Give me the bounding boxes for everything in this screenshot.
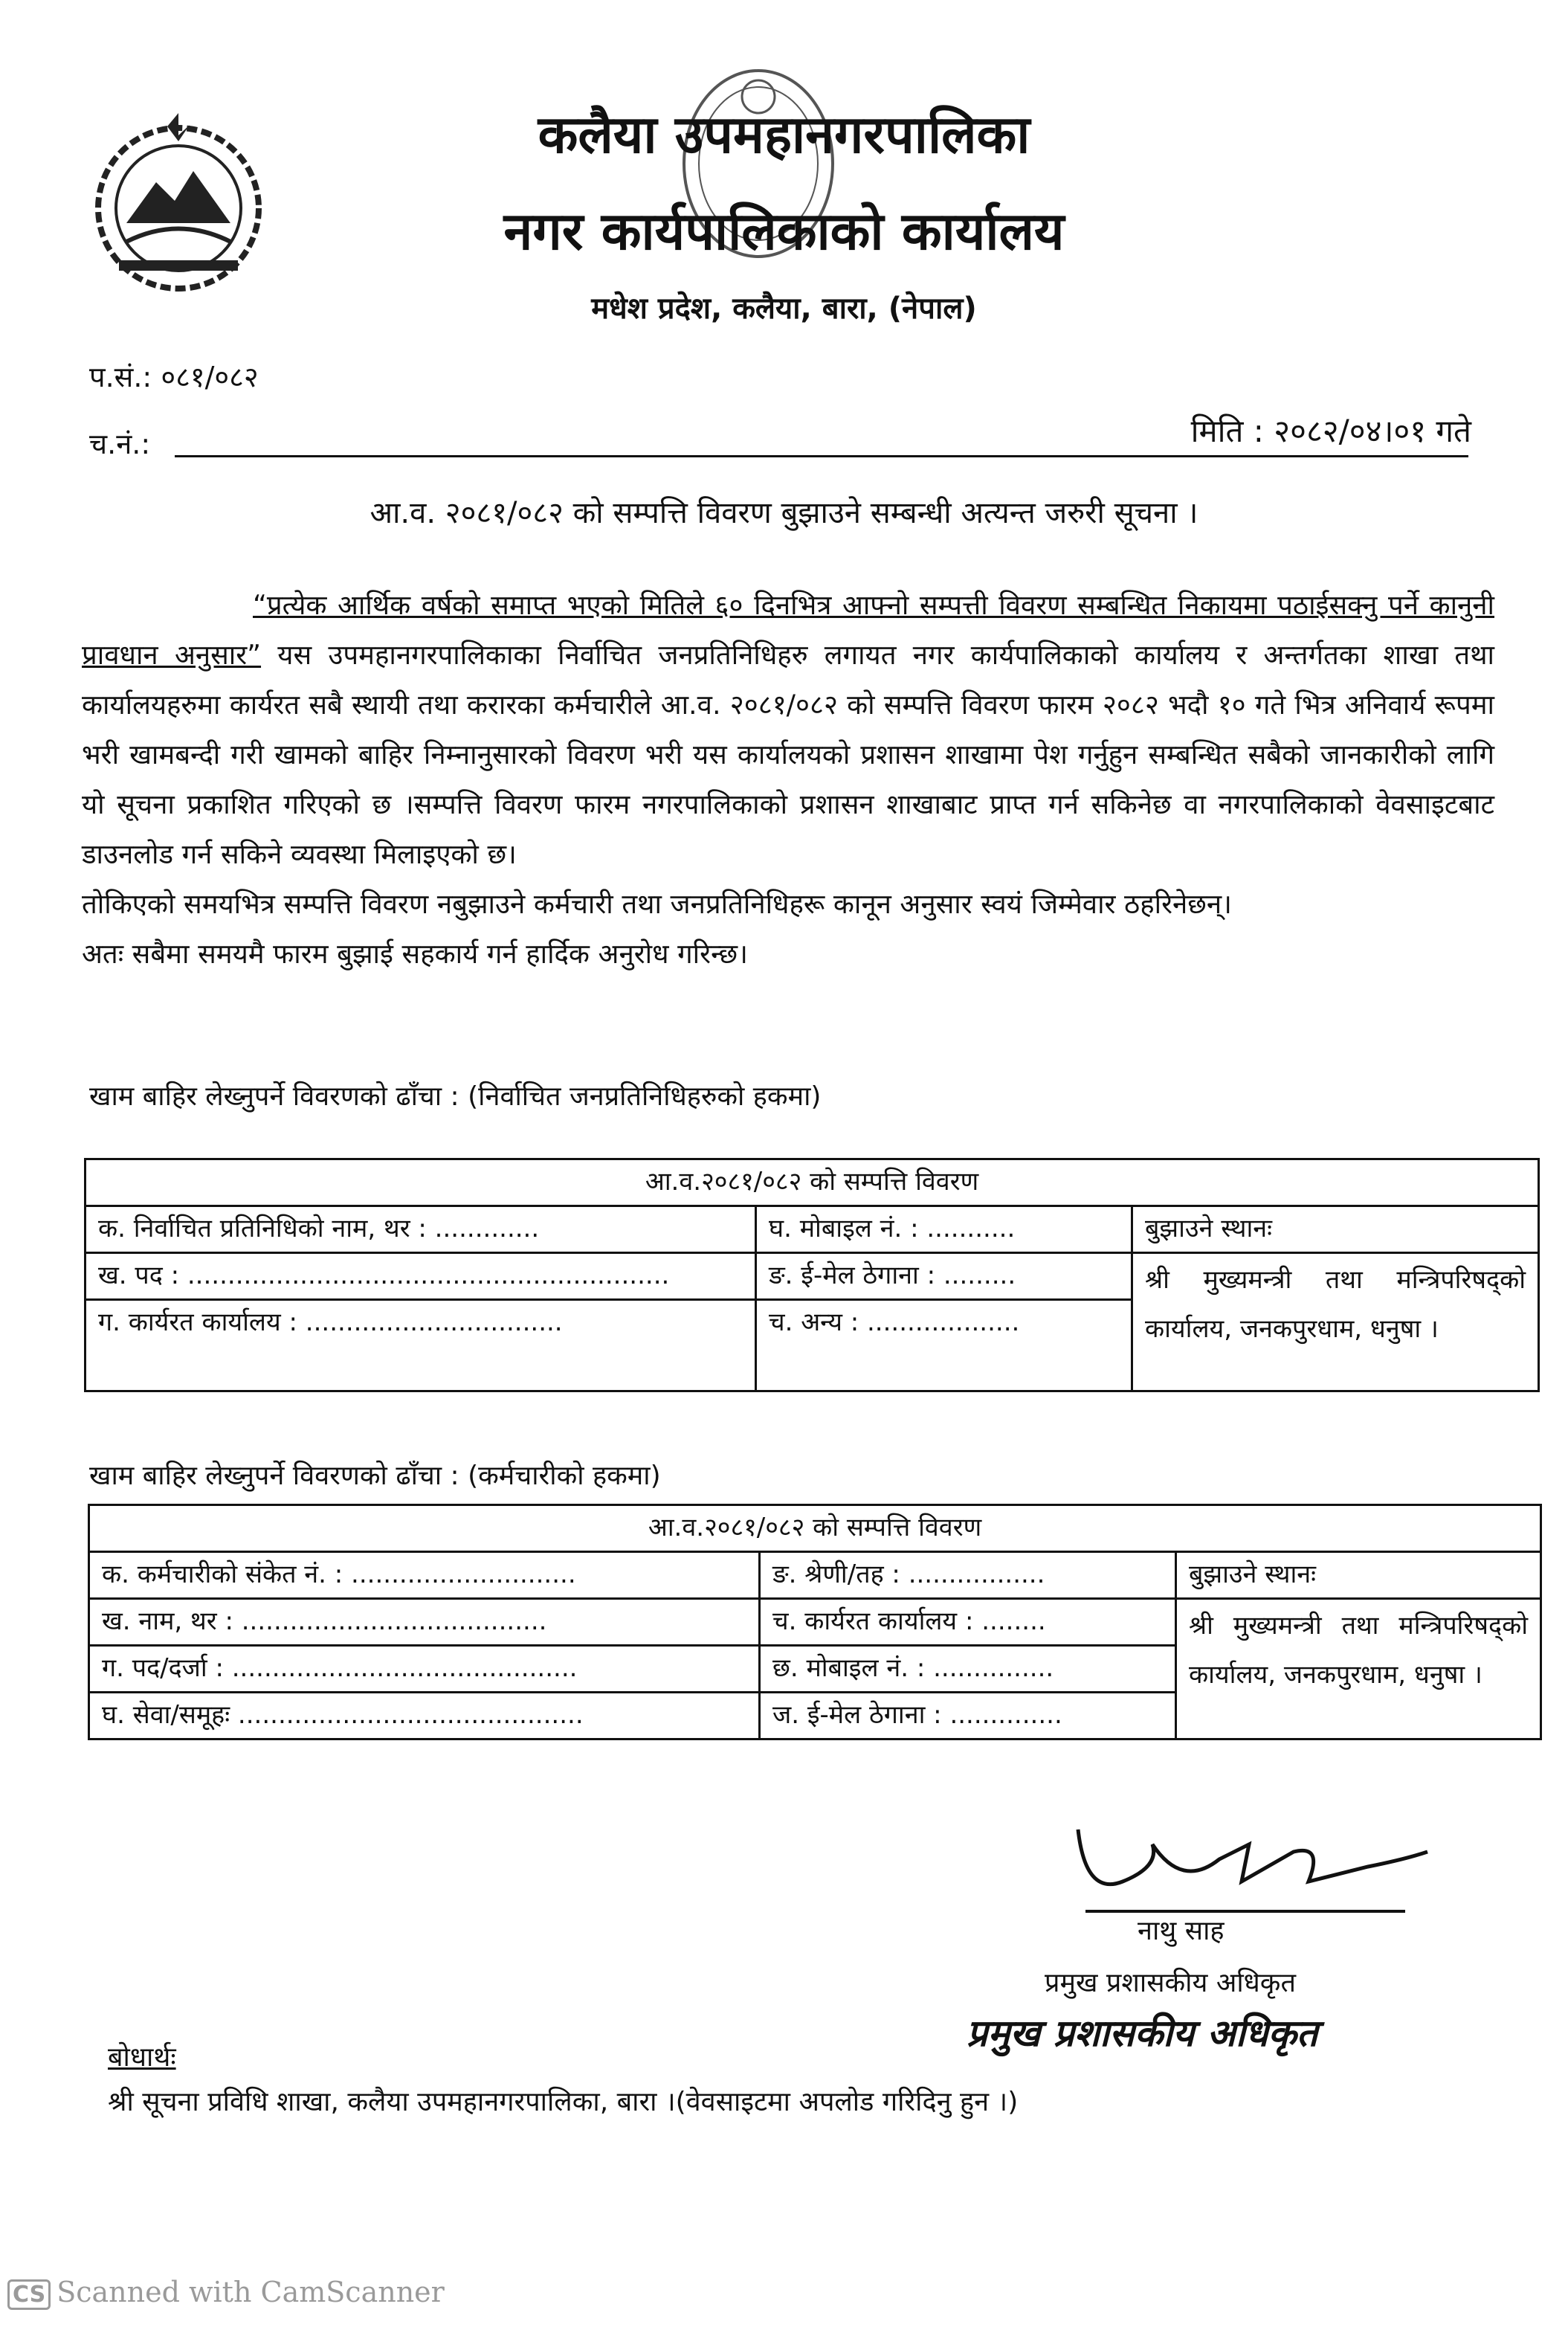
destination-label: बुझाउने स्थानः (1176, 1552, 1541, 1599)
designation-stamp: प्रमुख प्रशासकीय अधिकृत (967, 2012, 1318, 2055)
field-grade-level: ङ. श्रेणी/तह : ................. (760, 1552, 1176, 1599)
field-office: ग. कार्यरत कार्यालय : ................................ (86, 1300, 756, 1391)
field-representative-name: क. निर्वाचित प्रतिनिधिको नाम, थर : ............. (86, 1206, 756, 1253)
letter-number (89, 357, 259, 396)
field-mobile: छ. मोबाइल नं. : ............... (760, 1646, 1176, 1693)
envelope-template-employees (88, 1504, 1542, 1740)
dispatch-line (175, 455, 1468, 457)
template-title: आ.व.२०८१/०८२ को सम्पत्ति विवरण (86, 1159, 1539, 1206)
office-address: मधेश प्रदेश, कलैया, बारा, (नेपाल) (591, 292, 977, 326)
destination-address: श्री मुख्यमन्त्री तथा मन्त्रिपरिषद्को कार्यालय, जनकपुरधाम, धनुषा । (1132, 1253, 1539, 1391)
scanner-text: Scanned with CamScanner (57, 2276, 445, 2308)
field-name: ख. नाम, थर : ...................................... (89, 1599, 760, 1646)
field-post: ख. पद : ............................................................ (86, 1253, 756, 1300)
body-paragraph-1 (82, 580, 1494, 879)
body-paragraph-2: तोकिएको समयभित्र सम्पत्ति विवरण नबुझाउने कर्मचारी तथा जनप्रतिनिधिहरू कानून अनुसार स्वयं जिम्मेवार ठहरिनेछन्। (82, 888, 1232, 920)
dispatch-number-label: च.नं.: (89, 428, 151, 460)
envelope-template-representatives (84, 1158, 1540, 1392)
letter-number-label: प.सं.: (89, 361, 152, 393)
template-caption-employees: खाम बाहिर लेख्नुपर्ने विवरणको ढाँचा : (कर्मचारीको हकमा) (89, 1461, 661, 1491)
field-employee-code: क. कर्मचारीको संकेत नं. : ............................ (89, 1552, 760, 1599)
template-title: आ.व.२०८१/०८२ को सम्पत्ति विवरण (89, 1505, 1541, 1552)
signatory-designation: प्रमुख प्रशासकीय अधिकृत (1045, 1968, 1296, 1998)
field-service-group: घ. सेवा/समूहः ........................................... (89, 1693, 760, 1739)
camscanner-logo-icon: CS (7, 2279, 51, 2310)
field-other: च. अन्य : ................... (756, 1300, 1132, 1391)
destination-label: बुझाउने स्थानः (1132, 1206, 1539, 1253)
letter-number-value: ०८१/०८२ (161, 361, 259, 393)
field-post-rank: ग. पद/दर्जा : ........................................... (89, 1646, 760, 1693)
handwritten-signature (1056, 1800, 1442, 1919)
template-caption-representatives: खाम बाहिर लेख्नुपर्ने विवरणको ढाँचा : (निर्वाचित जनप्रतिनिधिहरुको हकमा) (89, 1081, 822, 1112)
signatory-name: नाथु साह (1138, 1916, 1225, 1946)
destination-address: श्री मुख्यमन्त्री तथा मन्त्रिपरिषद्को कार्यालय, जनकपुरधाम, धनुषा । (1176, 1599, 1541, 1739)
body-paragraph-3: अतः सबैमा समयमै फारम बुझाई सहकार्य गर्न हार्दिक अनुरोध गरिन्छ। (82, 938, 748, 970)
cc-text: श्री सूचना प्रविधि शाखा, कलैया उपमहानगरपालिका, बारा ।(वेवसाइटमा अपलोड गरिदिनु हुन ।) (108, 2087, 1019, 2117)
notice-body (82, 580, 1494, 979)
letter-date: मिति : २०८२/०४।०१ गते (1190, 413, 1471, 449)
notice-subject: आ.व. २०८१/०८२ को सम्पत्ति विवरण बुझाउने सम्बन्धी अत्यन्त जरुरी सूचना । (370, 496, 1198, 530)
field-email: ज. ई-मेल ठेगाना : .............. (760, 1693, 1176, 1739)
field-mobile: घ. मोबाइल नं. : ........... (756, 1206, 1132, 1253)
body-paragraph-1-text: यस उपमहानगरपालिकाका निर्वाचित जनप्रतिनिधिहरु लगायत नगर कार्यपालिकाको कार्यालय र अन्तर्गतका शाखा तथा कार्यालयहरुमा कार्यरत सबै स्थायी तथा करारका कर्मचारीले आ.व. २०८१/०८२ को सम्पत्ति विवरण फारम २०८२ भदौ १० गते भित्र अनिवार्य रूपमा भरी खामबन्दी गरी खामको बाहिर निम्नानुसारको विवरण भरी यस कार्यालयको प्रशासन शाखामा पेश गर्नुहुन सम्बन्धित सबैको जानकारीको लागि यो सूचना प्रकाशित गरिएको छ ।सम्पत्ति विवरण फारम नगरपालिकाको प्रशासन शाखाबाट प्राप्त गर्न सकिनेछ वा नगरपालिकाको वेवसाइटबाट डाउनलोड गर्न सकिने व्यवस्था मिलाइएको छ। (82, 639, 1494, 870)
field-office: च. कार्यरत कार्यालय : ........ (760, 1599, 1176, 1646)
cc-label: बोधार्थः (108, 2042, 176, 2073)
field-email: ङ. ई-मेल ठेगाना : ......... (756, 1253, 1132, 1300)
legal-provision-quote: “प्रत्येक आर्थिक वर्षको समाप्त भएको मितिले ६० दिनभित्र आफ्नो सम्पत्ती विवरण सम्बन्धित निकायमा पठाईसक्नु पर्ने कानुनी प्रावधान अनुसार” (82, 589, 1494, 671)
municipality-title: कलैया उपमहानगरपालिका (538, 104, 1030, 165)
scanner-watermark (7, 2276, 445, 2310)
office-title: नगर कार्यपालिकाको कार्यालय (503, 201, 1065, 262)
